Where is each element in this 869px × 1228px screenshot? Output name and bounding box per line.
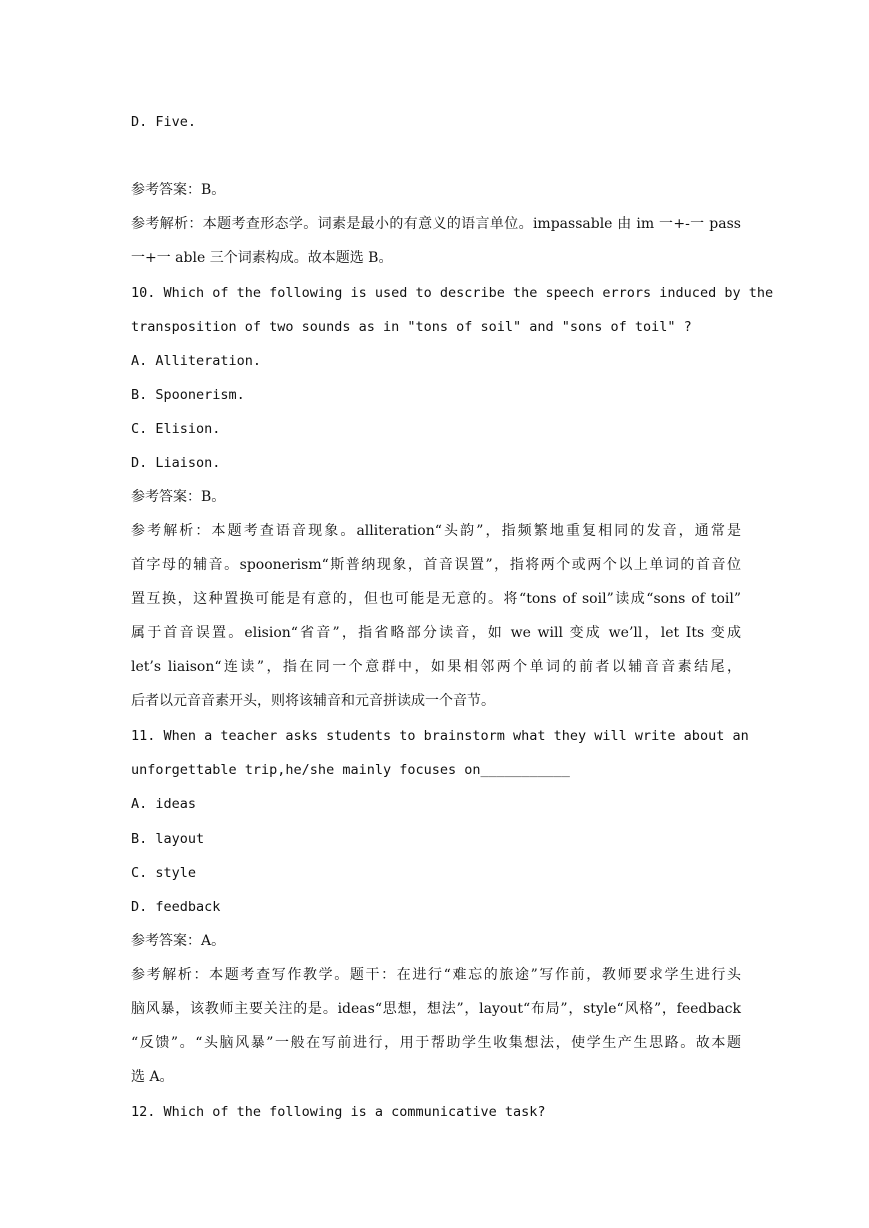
analysis-q10-line-5: let’s liaison“连读”，指在同一个意群中，如果相邻两个单词的前者以辅音音素结尾，: [131, 659, 741, 675]
option-c-q10: C. Elision.: [131, 421, 221, 437]
option-a-q10: A. Alliteration.: [131, 353, 262, 369]
question-11-line-1: 11. When a teacher asks students to brainstorm what they will write about an: [131, 728, 749, 744]
analysis-q9-line-1: 参考解析：本题考查形态学。词素是最小的有意义的语言单位。impassable 由 im 一+-一 pass: [131, 216, 741, 232]
analysis-q11-line-3: “反馈”。“头脑风暴”一般在写前进行，用于帮助学生收集想法，使学生产生思路。故本题: [131, 1035, 741, 1051]
analysis-q10-line-2: 首字母的辅音。spoonerism“斯普纳现象，首音误置”，指将两个或两个以上单词的首音位: [131, 557, 741, 573]
option-a-q11: A. ideas: [131, 796, 197, 812]
answer-q11: 参考答案：A。: [131, 933, 226, 949]
option-b-q11: B. layout: [131, 831, 205, 847]
analysis-q10-line-6: 后者以元音音素开头，则将该辅音和元音拼读成一个音节。: [131, 693, 495, 709]
option-d-q9: D. Five.: [131, 114, 197, 130]
analysis-q9-line-2: 一+一 able 三个词素构成。故本题选 B。: [131, 250, 393, 266]
analysis-q11-line-4: 选 A。: [131, 1069, 174, 1085]
analysis-q10-line-4: 属于首音误置。elision“省音”，指省略部分读音，如 we will 变成 we’ll，let Its 变成: [131, 625, 741, 641]
analysis-q11-line-2: 脑风暴，该教师主要关注的是。ideas“思想，想法”，layout“布局”，style“风格”，feedback: [131, 1001, 741, 1017]
option-d-q10: D. Liaison.: [131, 455, 221, 471]
analysis-q10-line-3: 置互换，这种置换可能是有意的，但也可能是无意的。将“tons of soil”读成“sons of toil”: [131, 591, 741, 607]
question-10-line-1: 10. Which of the following is used to describe the speech errors induced by the: [131, 285, 774, 301]
analysis-q10-line-1: 参考解析：本题考查语音现象。alliteration“头韵”，指频繁地重复相同的发音，通常是: [131, 523, 741, 539]
analysis-q11-line-1: 参考解析：本题考查写作教学。题干：在进行“难忘的旅途”写作前，教师要求学生进行头: [131, 967, 741, 983]
question-10-line-2: transposition of two sounds as in "tons of soil" and "sons of toil" ?: [131, 319, 692, 335]
answer-q9: 参考答案：B。: [131, 182, 226, 198]
question-11-line-2: unforgettable trip,he/she mainly focuses on___________: [131, 762, 570, 778]
option-b-q10: B. Spoonerism.: [131, 387, 245, 403]
question-12-line-1: 12. Which of the following is a communicative task?: [131, 1104, 546, 1120]
answer-q10: 参考答案：B。: [131, 489, 226, 505]
option-c-q11: C. style: [131, 865, 197, 881]
option-d-q11: D. feedback: [131, 899, 221, 915]
